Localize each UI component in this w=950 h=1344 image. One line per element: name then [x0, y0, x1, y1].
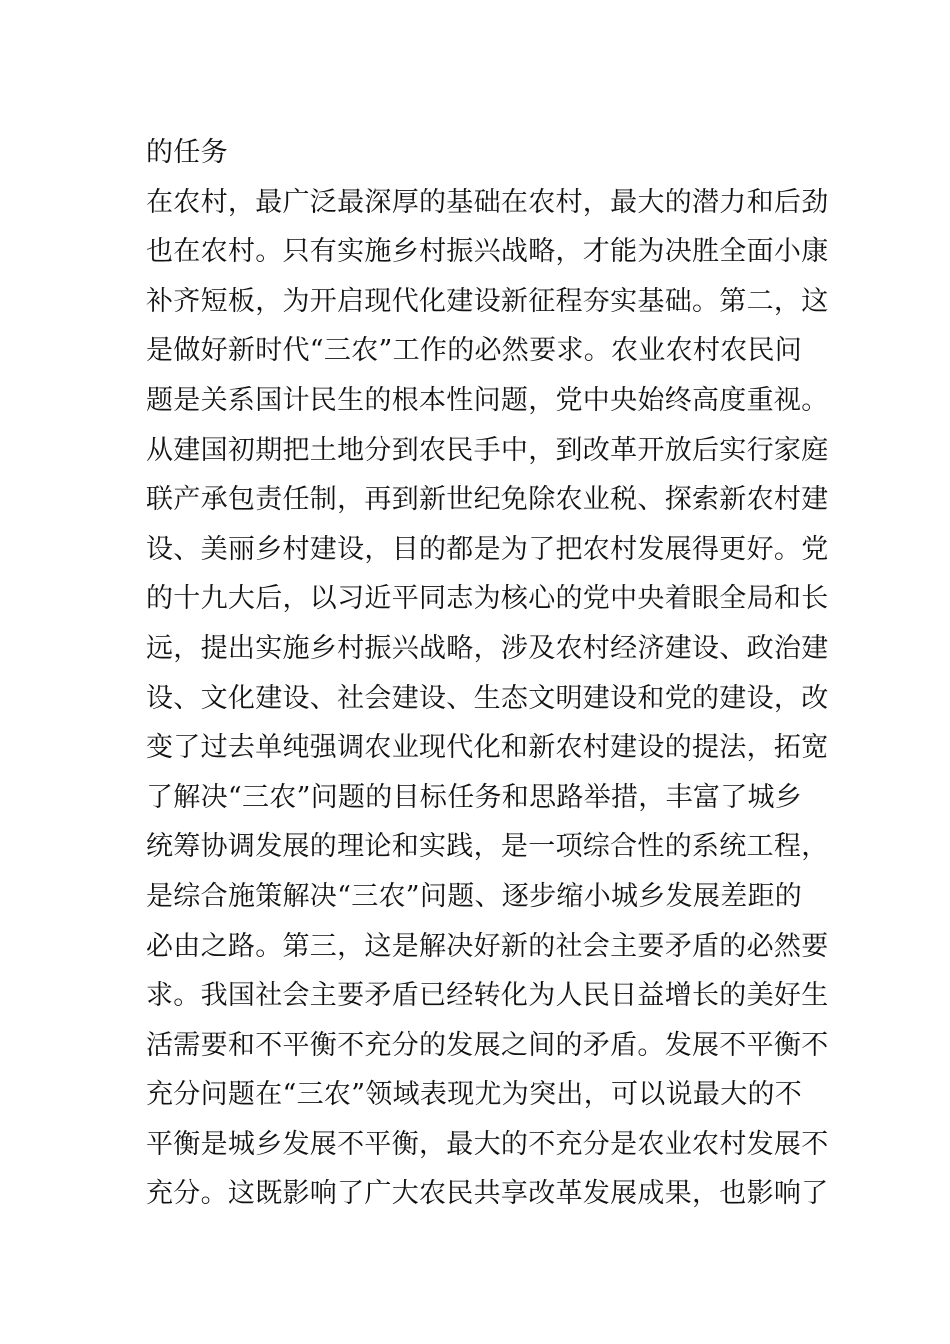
text-line: 变了过去单纯强调农业现代化和新农村建设的提法，拓宽 — [146, 732, 829, 764]
text-line: 设、文化建设、社会建设、生态文明建设和党的建设，改 — [146, 682, 829, 714]
text-line: 也在农村。只有实施乡村振兴战略，才能为决胜全面小康 — [146, 236, 829, 268]
text-line: 充分问题在“三农”领域表现尤为突出，可以说最大的不 — [146, 1079, 803, 1111]
body-text — [146, 128, 829, 1219]
text-line: 求。我国社会主要矛盾已经转化为人民日益增长的美好生 — [146, 980, 829, 1012]
text-line: 是综合施策解决“三农”问题、逐步缩小城乡发展差距的 — [146, 880, 803, 912]
text-line: 是做好新时代“三农”工作的必然要求。农业农村农民问 — [146, 335, 803, 367]
text-line: 远，提出实施乡村振兴战略，涉及农村经济建设、政治建 — [146, 632, 829, 664]
text-line: 充分。这既影响了广大农民共享改革发展成果，也影响了 — [146, 1178, 829, 1210]
text-line: 平衡是城乡发展不平衡，最大的不充分是农业农村发展不 — [146, 1128, 829, 1160]
text-line: 必由之路。第三，这是解决好新的社会主要矛盾的必然要 — [146, 930, 829, 962]
text-line: 统筹协调发展的理论和实践，是一项综合性的系统工程， — [146, 831, 829, 863]
text-line: 了解决“三农”问题的目标任务和思路举措，丰富了城乡 — [146, 781, 803, 813]
text-line: 活需要和不平衡不充分的发展之间的矛盾。发展不平衡不 — [146, 1029, 829, 1061]
text-line: 联产承包责任制，再到新世纪免除农业税、探索新农村建 — [146, 484, 829, 516]
text-line: 的十九大后，以习近平同志为核心的党中央着眼全局和长 — [146, 583, 829, 615]
text-line: 在农村，最广泛最深厚的基础在农村，最大的潜力和后劲 — [146, 186, 829, 218]
text-line: 的任务 — [146, 137, 228, 168]
text-line: 从建国初期把土地分到农民手中，到改革开放后实行家庭 — [146, 434, 829, 466]
text-line: 补齐短板，为开启现代化建设新征程夯实基础。第二，这 — [146, 285, 829, 317]
text-line: 题是关系国计民生的根本性问题，党中央始终高度重视。 — [146, 384, 829, 416]
text-line: 设、美丽乡村建设，目的都是为了把农村发展得更好。党 — [146, 533, 829, 565]
